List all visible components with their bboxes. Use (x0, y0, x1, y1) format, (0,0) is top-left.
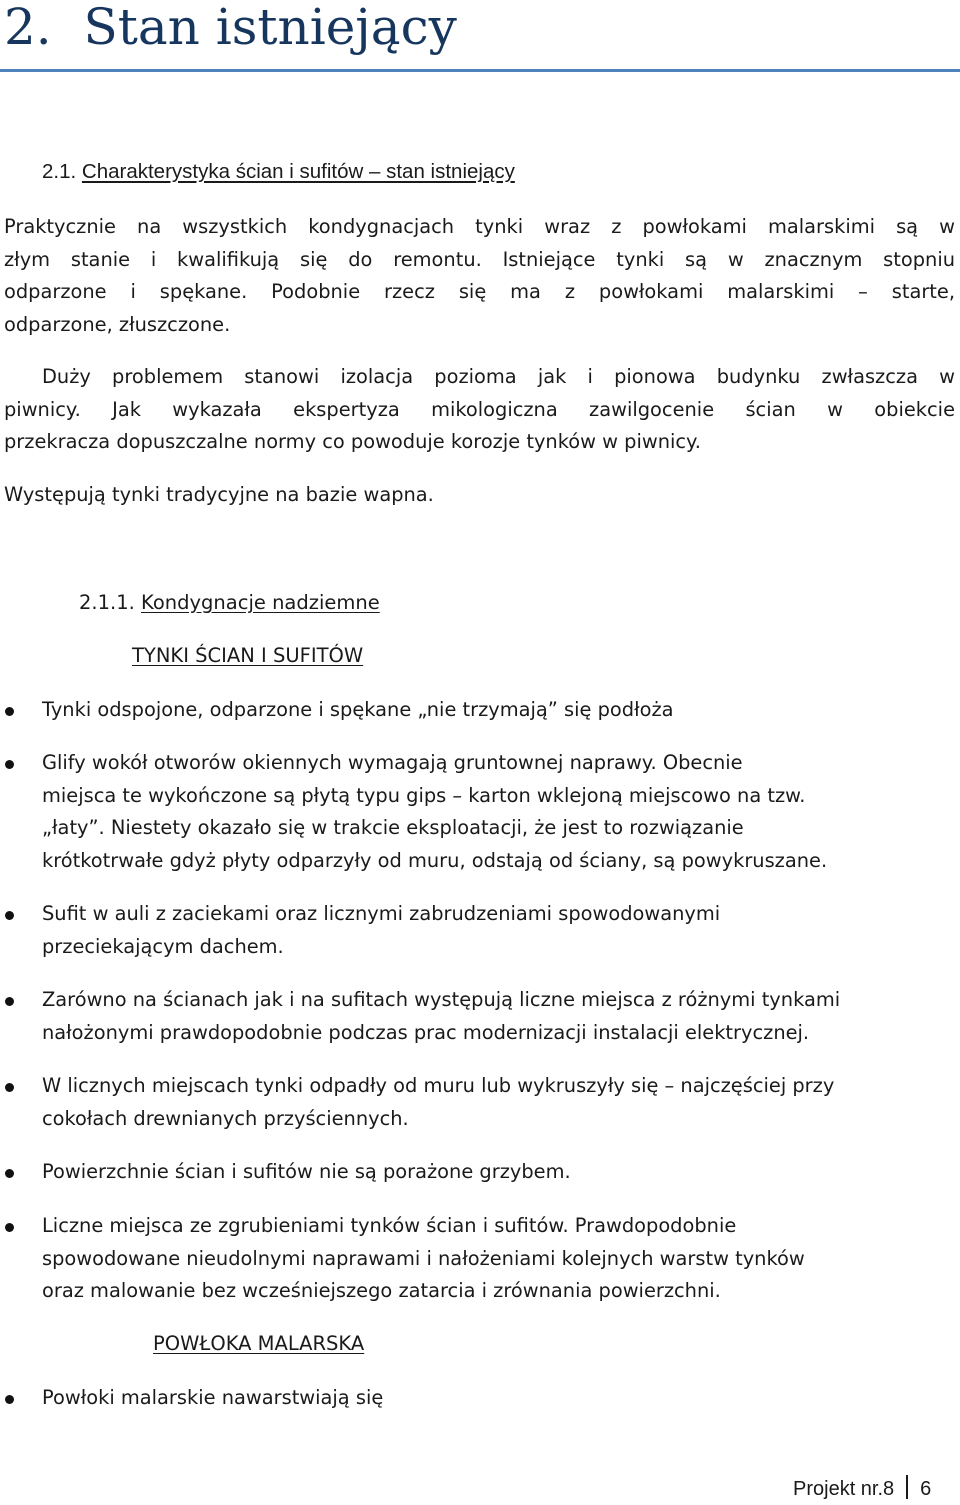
group-title-text: TYNKI ŚCIAN I SUFITÓW (132, 644, 364, 667)
chapter-heading (4, 0, 457, 62)
list-item-text: krótkotrwałe gdyż płyty odparzyły od muru, odstają od ściany, są powykruszane. (42, 848, 828, 872)
paragraph-line: Występują tynki tradycyjne na bazie wapna. (4, 483, 434, 506)
list-item-text: miejsca te wykończone są płytą typu gips – karton wklejoną miejscowo na tzw. (42, 783, 806, 807)
paragraph-1 (4, 211, 955, 341)
section-heading (42, 156, 515, 188)
section-number: 2.1. (42, 160, 77, 183)
paragraph-line: Praktycznie na wszystkich kondygnacjach tynki wraz z powłokami malarskimi są w (4, 215, 955, 238)
subsection-number: 2.1.1. (79, 591, 135, 614)
paragraph-line: odparzone, złuszczone. (4, 312, 231, 336)
list-item-text: Powierzchnie ścian i sufitów nie są porażone grzybem. (42, 1160, 571, 1183)
paragraph-line: piwnicy. Jak wykazała ekspertyza mikologiczna zawilgocenie ścian w obiekcie (4, 397, 955, 421)
list-item-text: Zarówno na ścianach jak i na sufitach występują liczne miejsca z różnymi tynkami (42, 988, 841, 1011)
paragraph-line: odparzone i spękane. Podobnie rzecz się ma z powłokami malarskimi – starte, (4, 280, 955, 303)
group-title-plaster (132, 640, 363, 672)
list-item-text: „łaty”. Niestety okazało się w trakcie eksploatacji, że jest to rozwiązanie (42, 816, 744, 840)
list-item-text: W licznych miejscach tynki odpadły od muru lub wykruszyły się – najczęściej przy (42, 1074, 835, 1097)
bullet-icon (5, 997, 14, 1006)
group-title-text: POWŁOKA MALARSKA (153, 1332, 365, 1355)
section-title: Charakterystyka ścian i sufitów – stan istniejący (81, 160, 515, 183)
bullet-icon (5, 911, 14, 920)
group-title-paint (153, 1328, 364, 1360)
bullet-icon (5, 1223, 14, 1232)
footer-project: Projekt nr.8 (793, 1478, 895, 1500)
paragraph-line: Duży problemem stanowi izolacja pozioma jak i pionowa budynku zwłaszcza w (42, 365, 955, 388)
footer-separator (906, 1475, 908, 1499)
chapter-number: 2. (4, 0, 52, 56)
list-item-text: Tynki odspojone, odparzone i spękane „nie trzymają” się podłoża (42, 698, 674, 721)
list-item-text: Powłoki malarskie nawarstwiają się (42, 1386, 384, 1409)
bullet-icon (5, 760, 14, 769)
list-item-text: nałożonymi prawdopodobnie podczas prac modernizacji instalacji elektrycznej. (42, 1020, 810, 1044)
list-item-text: cokołach drewnianych przyściennych. (42, 1106, 409, 1130)
list-item-text: przeciekającym dachem. (42, 934, 284, 958)
list-item-text: Glify wokół otworów okiennych wymagają gruntownej naprawy. Obecnie (42, 751, 743, 774)
paragraph-2 (4, 361, 955, 459)
list-item-text: oraz malowanie bez wcześniejszego zatarcia i zrównania powierzchni. (42, 1279, 721, 1303)
page-number: 6 (920, 1478, 932, 1500)
subsection-title: Kondygnacje nadziemne (141, 591, 380, 614)
list-item-text: Sufit w auli z zaciekami oraz licznymi zabrudzeniami spowodowanymi (42, 902, 721, 925)
page-footer (793, 1473, 931, 1505)
paragraph-line: złym stanie i kwalifikują się do remontu. Istniejące tynki są w znacznym stopniu (4, 247, 955, 271)
paragraph-line: przekracza dopuszczalne normy co powoduje korozje tynków w piwnicy. (4, 430, 701, 453)
bullet-icon (5, 1395, 14, 1404)
list-item-text: Liczne miejsca ze zgrubieniami tynków ścian i sufitów. Prawdopodobnie (42, 1214, 737, 1237)
heading-rule (0, 69, 960, 72)
bullet-icon (5, 1083, 14, 1092)
bullet-icon (5, 707, 14, 716)
paragraph-3 (4, 479, 955, 512)
bullet-icon (5, 1169, 14, 1178)
chapter-title: Stan istniejący (83, 0, 457, 56)
subsection-heading (79, 587, 380, 619)
list-item-text: spowodowane nieudolnymi naprawami i nałożeniami kolejnych warstw tynków (42, 1246, 805, 1270)
